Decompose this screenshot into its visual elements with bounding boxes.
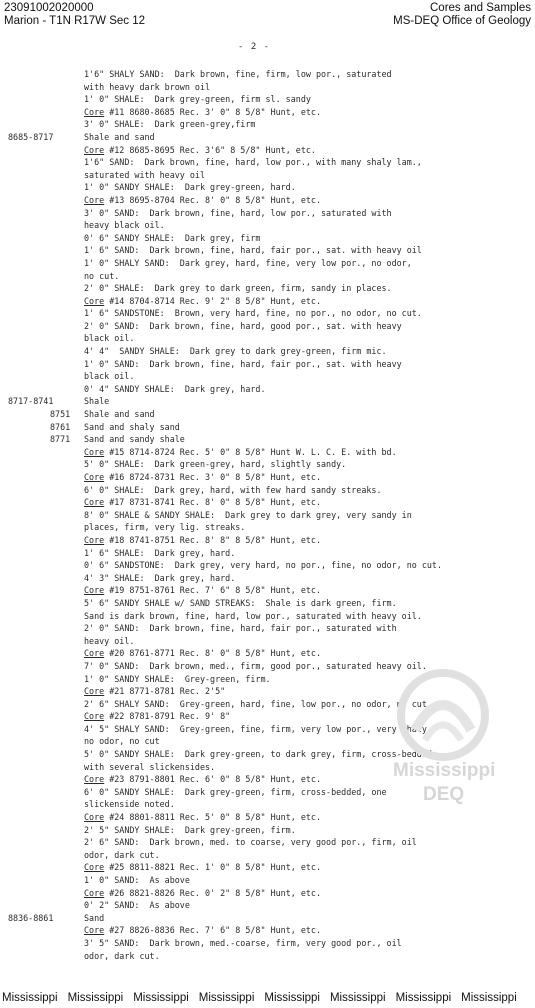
log-line: [0, 395, 535, 408]
log-line: [0, 673, 535, 686]
footer-label: Mississippi: [329, 992, 386, 1004]
log-text: heavy black oil.: [84, 220, 165, 231]
log-text: slickenside noted.: [84, 799, 175, 810]
log-line: [0, 270, 535, 283]
header-office: MS-DEQ Office of Geology: [393, 15, 531, 27]
log-text: Sand and shaly sand: [84, 421, 180, 432]
log-line: [0, 320, 535, 333]
log-text: with heavy dark brown oil: [84, 81, 211, 92]
log-text: places, firm, very lig. streaks.: [84, 522, 246, 533]
log-text: Shale and sand: [84, 409, 155, 420]
log-text: 2' 0" SAND: Dark brown, fine, hard, fair por., saturated with: [84, 623, 397, 634]
log-line: [0, 446, 535, 459]
log-line: [0, 773, 535, 786]
log-text: Shale: [84, 396, 110, 407]
log-text: odor, dark cut.: [84, 950, 160, 961]
log-line: [0, 849, 535, 862]
log-line: [0, 660, 535, 673]
log-line: [0, 169, 535, 182]
log-text: 0' 6" SANDSTONE: Dark grey, very hard, no por., fine, no odor, no cut.: [84, 560, 442, 571]
footer-label: Mississippi: [395, 992, 452, 1004]
log-line: [0, 685, 535, 698]
log-line: [0, 723, 535, 736]
log-text: Core #21 8771-8781 Rec. 2'5": [84, 686, 226, 697]
log-line: [0, 748, 535, 761]
header-title: Cores and Samples: [430, 2, 531, 14]
footer-label: Mississippi: [198, 992, 255, 1004]
log-text: 2' 6" SAND: Dark brown, med. to coarse, very good por., firm, oil: [84, 837, 417, 848]
log-text: Core #23 8791-8801 Rec. 6' 0" 8 5/8" Hunt, etc.: [84, 774, 321, 785]
log-line: [0, 811, 535, 824]
page-number: - 2 -: [238, 42, 271, 52]
log-line: [0, 887, 535, 900]
log-text: 1' 0" SANDY SHALE: Grey-green, firm.: [84, 673, 271, 684]
log-text: Shale and sand: [84, 131, 155, 142]
log-line: [0, 345, 535, 358]
log-text: 0' 2" SAND: As above: [84, 900, 190, 911]
log-line: [0, 282, 535, 295]
log-line: [0, 370, 535, 383]
log-text: 8' 0" SHALE & SANDY SHALE: Dark grey to dark grey, very sandy in: [84, 509, 412, 520]
log-text: Core #14 8704-8714 Rec. 9' 2" 8 5/8" Hunt, etc.: [84, 295, 321, 306]
log-text: 1' 0" SHALY SAND: Dark grey, hard, fine, very low por., no odor,: [84, 257, 412, 268]
log-line: [0, 622, 535, 635]
log-text: Core #18 8741-8751 Rec. 8' 8" 8 5/8" Hunt, etc.: [84, 534, 321, 545]
log-line: [0, 81, 535, 94]
log-line: [0, 547, 535, 560]
page-footer: [0, 992, 535, 1008]
log-text: 3' 0" SAND: Dark brown, fine, hard, low por., saturated with: [84, 207, 392, 218]
log-line: [0, 950, 535, 963]
log-text: 1' 6" SHALE: Dark grey, hard.: [84, 547, 236, 558]
log-text: with several slickensides.: [84, 761, 216, 772]
log-text: 5' 0" SHALE: Dark green-grey, hard, slightly sandy.: [84, 459, 347, 470]
log-line: [0, 421, 535, 434]
log-text: Sand: [84, 912, 105, 923]
log-text: 2' 6" SHALY SAND: Grey-green, hard, fine, low por., no odor, no cut.: [84, 698, 432, 709]
depth-label: 8717-8741: [8, 396, 54, 407]
log-line: [0, 647, 535, 660]
depth-label: 8761: [50, 421, 71, 432]
footer-label: Mississippi: [2, 992, 58, 1004]
log-text: 6' 0" SHALE: Dark grey, hard, with few hard sandy streaks.: [84, 484, 382, 495]
log-text: odor, dark cut.: [84, 849, 160, 860]
footer-label: Mississippi: [67, 992, 124, 1004]
log-text: Core #27 8826-8836 Rec. 7' 6" 8 5/8" Hunt, etc.: [84, 925, 321, 936]
log-text: heavy oil.: [84, 635, 135, 646]
log-line: [0, 874, 535, 887]
log-line: [0, 471, 535, 484]
well-id: 23091002020000: [4, 2, 94, 14]
log-text: 1' 6" SANDSTONE: Brown, very hard, fine, no por., no odor, no cut.: [84, 308, 422, 319]
log-line: [0, 118, 535, 131]
log-line: [0, 358, 535, 371]
log-line: [0, 861, 535, 874]
log-lines: [0, 68, 535, 962]
well-location: Marion - T1N R17W Sec 12: [4, 15, 146, 27]
log-text: 4' 5" SHALY SAND: Grey-green, fine, firm, very low por., very shaly,: [84, 723, 432, 734]
depth-label: 8751: [50, 409, 71, 420]
log-text: Core #17 8731-8741 Rec. 8' 0" 8 5/8" Hunt, etc.: [84, 497, 321, 508]
log-line: [0, 106, 535, 119]
log-text: 2' 0" SHALE: Dark grey to dark green, firm, sandy in places.: [84, 283, 392, 294]
log-line: [0, 836, 535, 849]
log-text: 3' 5" SAND: Dark brown, med.-coarse, firm, very good por., oil: [84, 937, 402, 948]
log-text: 1'6" SAND: Dark brown, fine, hard, low por., with many shaly lam.,: [84, 157, 422, 168]
log-text: 1' 0" SAND: Dark brown, fine, hard, fair por., sat. with heavy: [84, 358, 402, 369]
log-line: [0, 597, 535, 610]
log-line: [0, 924, 535, 937]
log-text: 3' 0" SHALE: Dark green-grey,firm: [84, 119, 256, 130]
log-line: [0, 131, 535, 144]
log-text: Core #20 8761-8771 Rec. 8' 0" 8 5/8" Hunt, etc.: [84, 648, 321, 659]
log-text: Sand is dark brown, fine, hard, low por., saturated with heavy oil.: [84, 610, 422, 621]
log-line: [0, 824, 535, 837]
log-text: 0' 4" SANDY SHALE: Dark grey, hard.: [84, 383, 266, 394]
log-line: [0, 433, 535, 446]
log-text: 1' 0" SAND: As above: [84, 875, 190, 885]
log-text: 4' 4" SANDY SHALE: Dark grey to dark grey-green, firm mic.: [84, 346, 387, 357]
log-line: [0, 735, 535, 748]
log-text: 1'6" SHALY SAND: Dark brown, fine, firm, low por., saturated: [84, 69, 392, 79]
log-line: [0, 181, 535, 194]
log-line: [0, 458, 535, 471]
log-text: 4' 3" SHALE: Dark grey, hard.: [84, 572, 236, 583]
log-line: [0, 408, 535, 421]
log-line: [0, 534, 535, 547]
log-text: 0' 6" SANDY SHALE: Dark grey, firm: [84, 232, 261, 243]
page-header: [0, 0, 535, 34]
log-text: 5' 0" SANDY SHALE: Dark grey-green, to dark grey, firm, cross-bedded,: [84, 749, 437, 760]
log-line: [0, 207, 535, 220]
log-line: [0, 899, 535, 912]
log-line: [0, 572, 535, 585]
log-line: [0, 521, 535, 534]
log-text: 2' 5" SANDY SHALE: Dark grey-green, firm.: [84, 824, 296, 835]
log-text: Core #11 8680-8685 Rec. 3' 0" 8 5/8" Hunt, etc.: [84, 106, 321, 117]
log-line: [0, 257, 535, 270]
log-line: [0, 610, 535, 623]
footer-label: Mississippi: [133, 992, 189, 1004]
watermark-line1: Mississippi: [393, 760, 496, 781]
log-line: [0, 93, 535, 106]
log-text: saturated with heavy oil: [84, 169, 206, 180]
log-line: [0, 295, 535, 308]
log-line: [0, 496, 535, 509]
log-text: Core #19 8751-8761 Rec. 7' 6" 8 5/8" Hunt, etc.: [84, 585, 321, 596]
log-line: [0, 798, 535, 811]
log-text: Core #15 8714-8724 Rec. 5' 0" 8 5/8" Hunt W. L. C. E. with bd.: [84, 446, 397, 457]
footer-label: Mississippi: [264, 992, 320, 1004]
log-text: 1' 0" SHALE: Dark grey-green, firm sl. sandy: [84, 94, 311, 105]
watermark-line2: DEQ: [423, 784, 465, 805]
log-line: [0, 307, 535, 320]
log-line: [0, 786, 535, 799]
log-line: [0, 194, 535, 207]
depth-label: 8685-8717: [8, 131, 54, 142]
log-text: Core #24 8801-8811 Rec. 5' 0" 8 5/8" Hunt, etc.: [84, 812, 321, 823]
log-line: [0, 219, 535, 232]
log-line: [0, 332, 535, 345]
log-text: no odor, no cut: [84, 736, 160, 747]
log-line: [0, 912, 535, 925]
log-text: Core #13 8695-8704 Rec. 8' 0" 8 5/8" Hunt, etc.: [84, 194, 321, 205]
log-text: black oil.: [84, 371, 135, 382]
log-text: 2' 0" SAND: Dark brown, fine, hard, good por., sat. with heavy: [84, 320, 402, 331]
log-text: Core #12 8685-8695 Rec. 3'6" 8 5/8" Hunt, etc.: [84, 144, 316, 155]
log-text: black oil.: [84, 333, 135, 344]
log-line: [0, 509, 535, 522]
log-line: [0, 232, 535, 245]
footer-label: Mississippi: [461, 992, 517, 1004]
log-text: Core #26 8821-8826 Rec. 0' 2" 8 5/8" Hunt, etc.: [84, 887, 321, 898]
log-text: Core #16 8724-8731 Rec. 3' 0" 8 5/8" Hunt, etc.: [84, 472, 321, 482]
log-line: [0, 635, 535, 648]
log-text: Core #22 8781-8791 Rec. 9' 8": [84, 711, 231, 722]
log-text: no cut.: [84, 270, 120, 281]
log-text: Sand and sandy shale: [84, 434, 185, 445]
log-text: 7' 0" SAND: Dark brown, med., firm, good por., saturated heavy oil.: [84, 660, 427, 671]
depth-label: 8836-8861: [8, 912, 54, 923]
log-line: [0, 383, 535, 396]
log-line: [0, 698, 535, 711]
log-line: [0, 584, 535, 597]
log-line: [0, 937, 535, 950]
log-text: 1' 6" SAND: Dark brown, fine, hard, fair por., sat. with heavy oil: [84, 245, 422, 256]
log-line: [0, 156, 535, 169]
log-text: 1' 0" SANDY SHALE: Dark grey-green, hard.: [84, 182, 296, 193]
log-line: [0, 484, 535, 497]
log-line: [0, 68, 535, 81]
log-line: [0, 244, 535, 257]
depth-label: 8771: [50, 434, 71, 445]
log-line: [0, 559, 535, 572]
log-text: 5' 6" SANDY SHALE w/ SAND STREAKS: Shale is dark green, firm.: [84, 597, 397, 608]
log-text: 6' 0" SANDY SHALE: Dark grey-green, firm, cross-bedded, one: [84, 786, 387, 797]
log-text: Core #25 8811-8821 Rec. 1' 0" 8 5/8" Hunt, etc.: [84, 862, 321, 873]
log-line: [0, 761, 535, 774]
log-line: [0, 144, 535, 157]
log-line: [0, 710, 535, 723]
